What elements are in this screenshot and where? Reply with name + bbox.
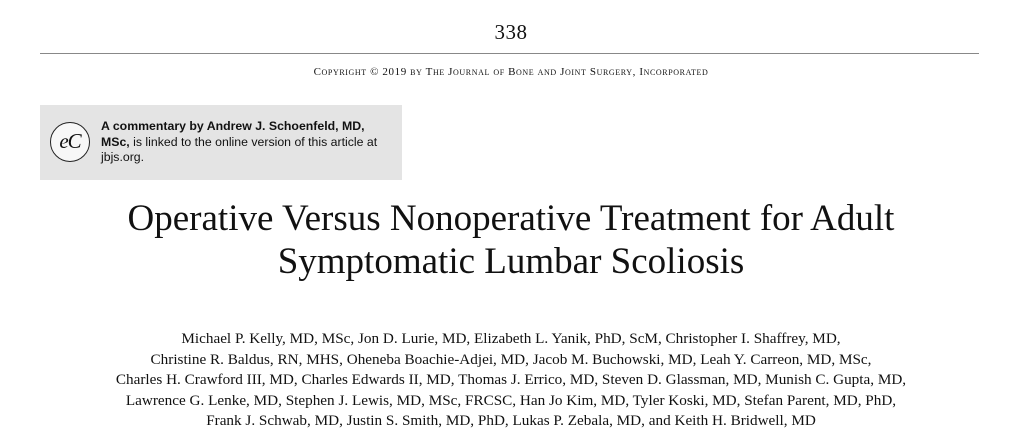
copyright-line: Copyright © 2019 by The Journal of Bone and Joint Surgery, Incorporated bbox=[313, 66, 709, 78]
author-list bbox=[10, 329, 1012, 432]
author-line: Lawrence G. Lenke, MD, Stephen J. Lewis, MD, MSc, FRCSC, Han Jo Kim, MD, Tyler Koski, MD, Stefan Parent, MD, PhD, bbox=[125, 391, 897, 409]
commentary-link-text: is linked to the online version of this article at jbjs.org. bbox=[101, 134, 378, 164]
author-line: Frank J. Schwab, MD, Justin S. Smith, MD, PhD, Lukas P. Zebala, MD, and Keith H. Bridwell, MD bbox=[206, 412, 816, 429]
page-number: 338 bbox=[494, 20, 528, 44]
ec-commentary-icon: eC bbox=[50, 122, 90, 162]
header-rule bbox=[40, 53, 979, 54]
author-line: Charles H. Crawford III, MD, Charles Edwards II, MD, Thomas J. Errico, MD, Steven D. Glassman, MD, Munish C. Gupta, MD, bbox=[115, 371, 907, 388]
title-line-2: Symptomatic Lumbar Scoliosis bbox=[277, 241, 745, 282]
commentary-box[interactable] bbox=[40, 105, 402, 180]
title-line-1: Operative Versus Nonoperative Treatment for Adult bbox=[127, 198, 895, 239]
article-title bbox=[20, 197, 1002, 283]
author-line: Christine R. Baldus, RN, MHS, Oheneba Boachie-Adjei, MD, Jacob M. Buchowski, MD, Leah Y. Carreon, MD, MSc, bbox=[150, 350, 872, 368]
commentary-author: A commentary by Andrew J. Schoenfeld, MD, MSc, bbox=[101, 119, 365, 149]
commentary-note bbox=[101, 119, 391, 166]
author-line: Michael P. Kelly, MD, MSc, Jon D. Lurie, MD, Elizabeth L. Yanik, PhD, ScM, Christopher I. Shaffrey, MD, bbox=[181, 330, 841, 347]
